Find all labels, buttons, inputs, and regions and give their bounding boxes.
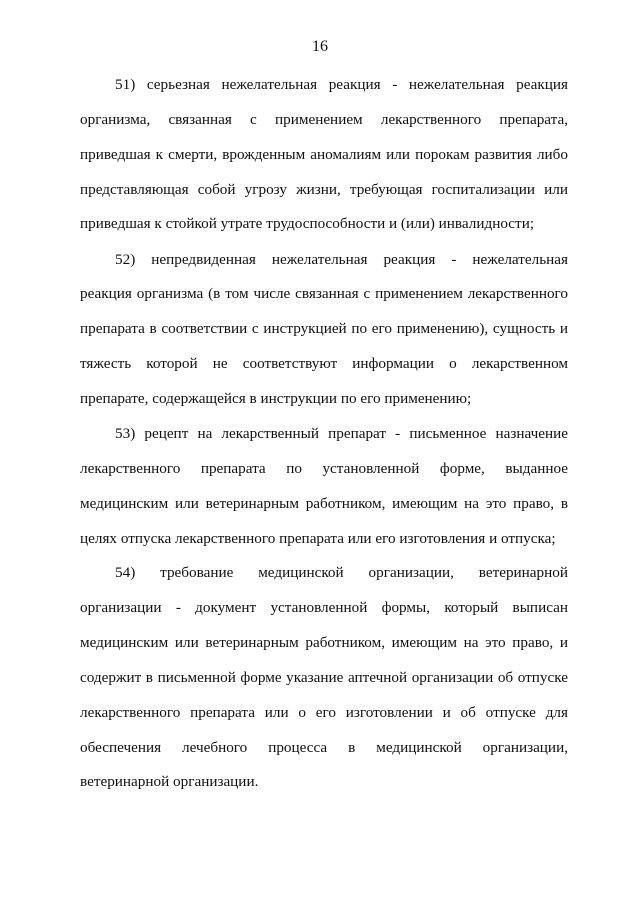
paragraph-line: препарате, содержащейся в инструкции по его применению; — [80, 390, 472, 407]
paragraph-line: содержит в письменной форме указание аптечной организации об отпуске — [80, 669, 568, 686]
paragraph-line: 51) серьезная нежелательная реакция - нежелательная реакция — [115, 76, 568, 93]
paragraph-line: 54) требование медицинской организации, ветеринарной — [115, 564, 568, 581]
paragraph-line: организма, связанная с применением лекарственного препарата, — [80, 111, 568, 128]
paragraph-line: приведшая к стойкой утрате трудоспособности и (или) инвалидности; — [80, 215, 535, 232]
paragraph-line: обеспечения лечебного процесса в медицинской организации, — [80, 739, 568, 756]
paragraph-line: медицинским или ветеринарным работником, имеющим на это право, в — [80, 495, 568, 512]
page-number: 16 — [312, 38, 328, 55]
paragraph-line: 53) рецепт на лекарственный препарат - письменное назначение — [115, 425, 568, 442]
paragraph-line: организации - документ установленной формы, который выписан — [80, 599, 568, 616]
paragraph-line: реакция организма (в том числе связанная с применением лекарственного — [80, 285, 568, 302]
paragraph-line: ветеринарной организации. — [80, 773, 259, 790]
paragraph-line: лекарственного препарата или о его изготовлении и об отпуске для — [80, 704, 568, 721]
paragraph-line: тяжесть которой не соответствуют информации о лекарственном — [80, 355, 568, 372]
paragraph-line: приведшая к смерти, врожденным аномалиям или порокам развития либо — [80, 146, 568, 163]
paragraph-line: медицинским или ветеринарным работником, имеющим на это право, и — [80, 634, 568, 651]
paragraph-line: 52) непредвиденная нежелательная реакция - нежелательная — [115, 251, 568, 268]
paragraph-line: препарата в соответствии с инструкцией по его применению), сущность и — [80, 320, 568, 337]
paragraph-line: целях отпуска лекарственного препарата или его изготовления и отпуска; — [80, 530, 556, 547]
paragraph-line: лекарственного препарата по установленной форме, выданное — [80, 460, 568, 477]
paragraph-line: представляющая собой угрозу жизни, требующая госпитализации или — [80, 181, 568, 198]
